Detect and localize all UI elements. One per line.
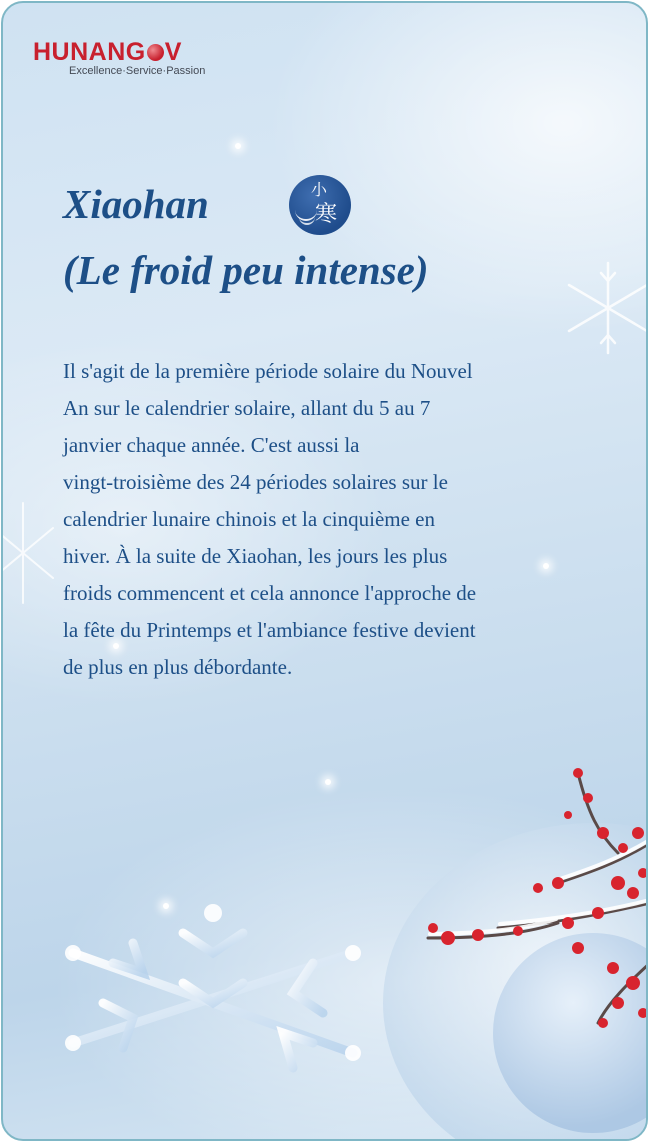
globe-icon	[147, 44, 164, 61]
snowflake-icon	[563, 253, 648, 363]
description-line: la fête du Printemps et l'ambiance festive devient	[63, 618, 476, 642]
description-line: calendrier lunaire chinois et la cinquième en	[63, 507, 436, 531]
sparkle	[235, 143, 241, 149]
plum-blossom-branch	[418, 753, 648, 1043]
sparkle	[325, 779, 331, 785]
title-line-2: (Le froid peu intense)	[63, 247, 429, 293]
description-line: froids commencent et cela annonce l'approche de	[63, 581, 477, 605]
description-line: janvier chaque année. C'est aussi la	[63, 433, 360, 457]
description-line: Il s'agit de la première période solaire du Nouvel	[63, 359, 473, 383]
snowflake-icon	[3, 493, 63, 613]
poster-card	[1, 1, 648, 1141]
title-line-1: Xiaohan	[63, 181, 209, 227]
logo-wordmark: HUNANG V	[33, 38, 182, 66]
description-line: hiver. À la suite de Xiaohan, les jours les plus	[63, 544, 448, 568]
hunangov-logo[interactable]	[33, 39, 233, 83]
xiaohan-seal-icon: 小 寒	[289, 175, 351, 235]
page-title	[63, 171, 429, 303]
description-paragraph	[63, 353, 608, 686]
logo-tagline: Excellence·Service·Passion	[69, 65, 206, 77]
snowflake-icon	[33, 893, 403, 1141]
description-line: vingt-troisième des 24 périodes solaires sur le	[63, 470, 448, 494]
description-line: An sur le calendrier solaire, allant du 5 au 7	[63, 396, 431, 420]
description-line: de plus en plus débordante.	[63, 655, 293, 679]
